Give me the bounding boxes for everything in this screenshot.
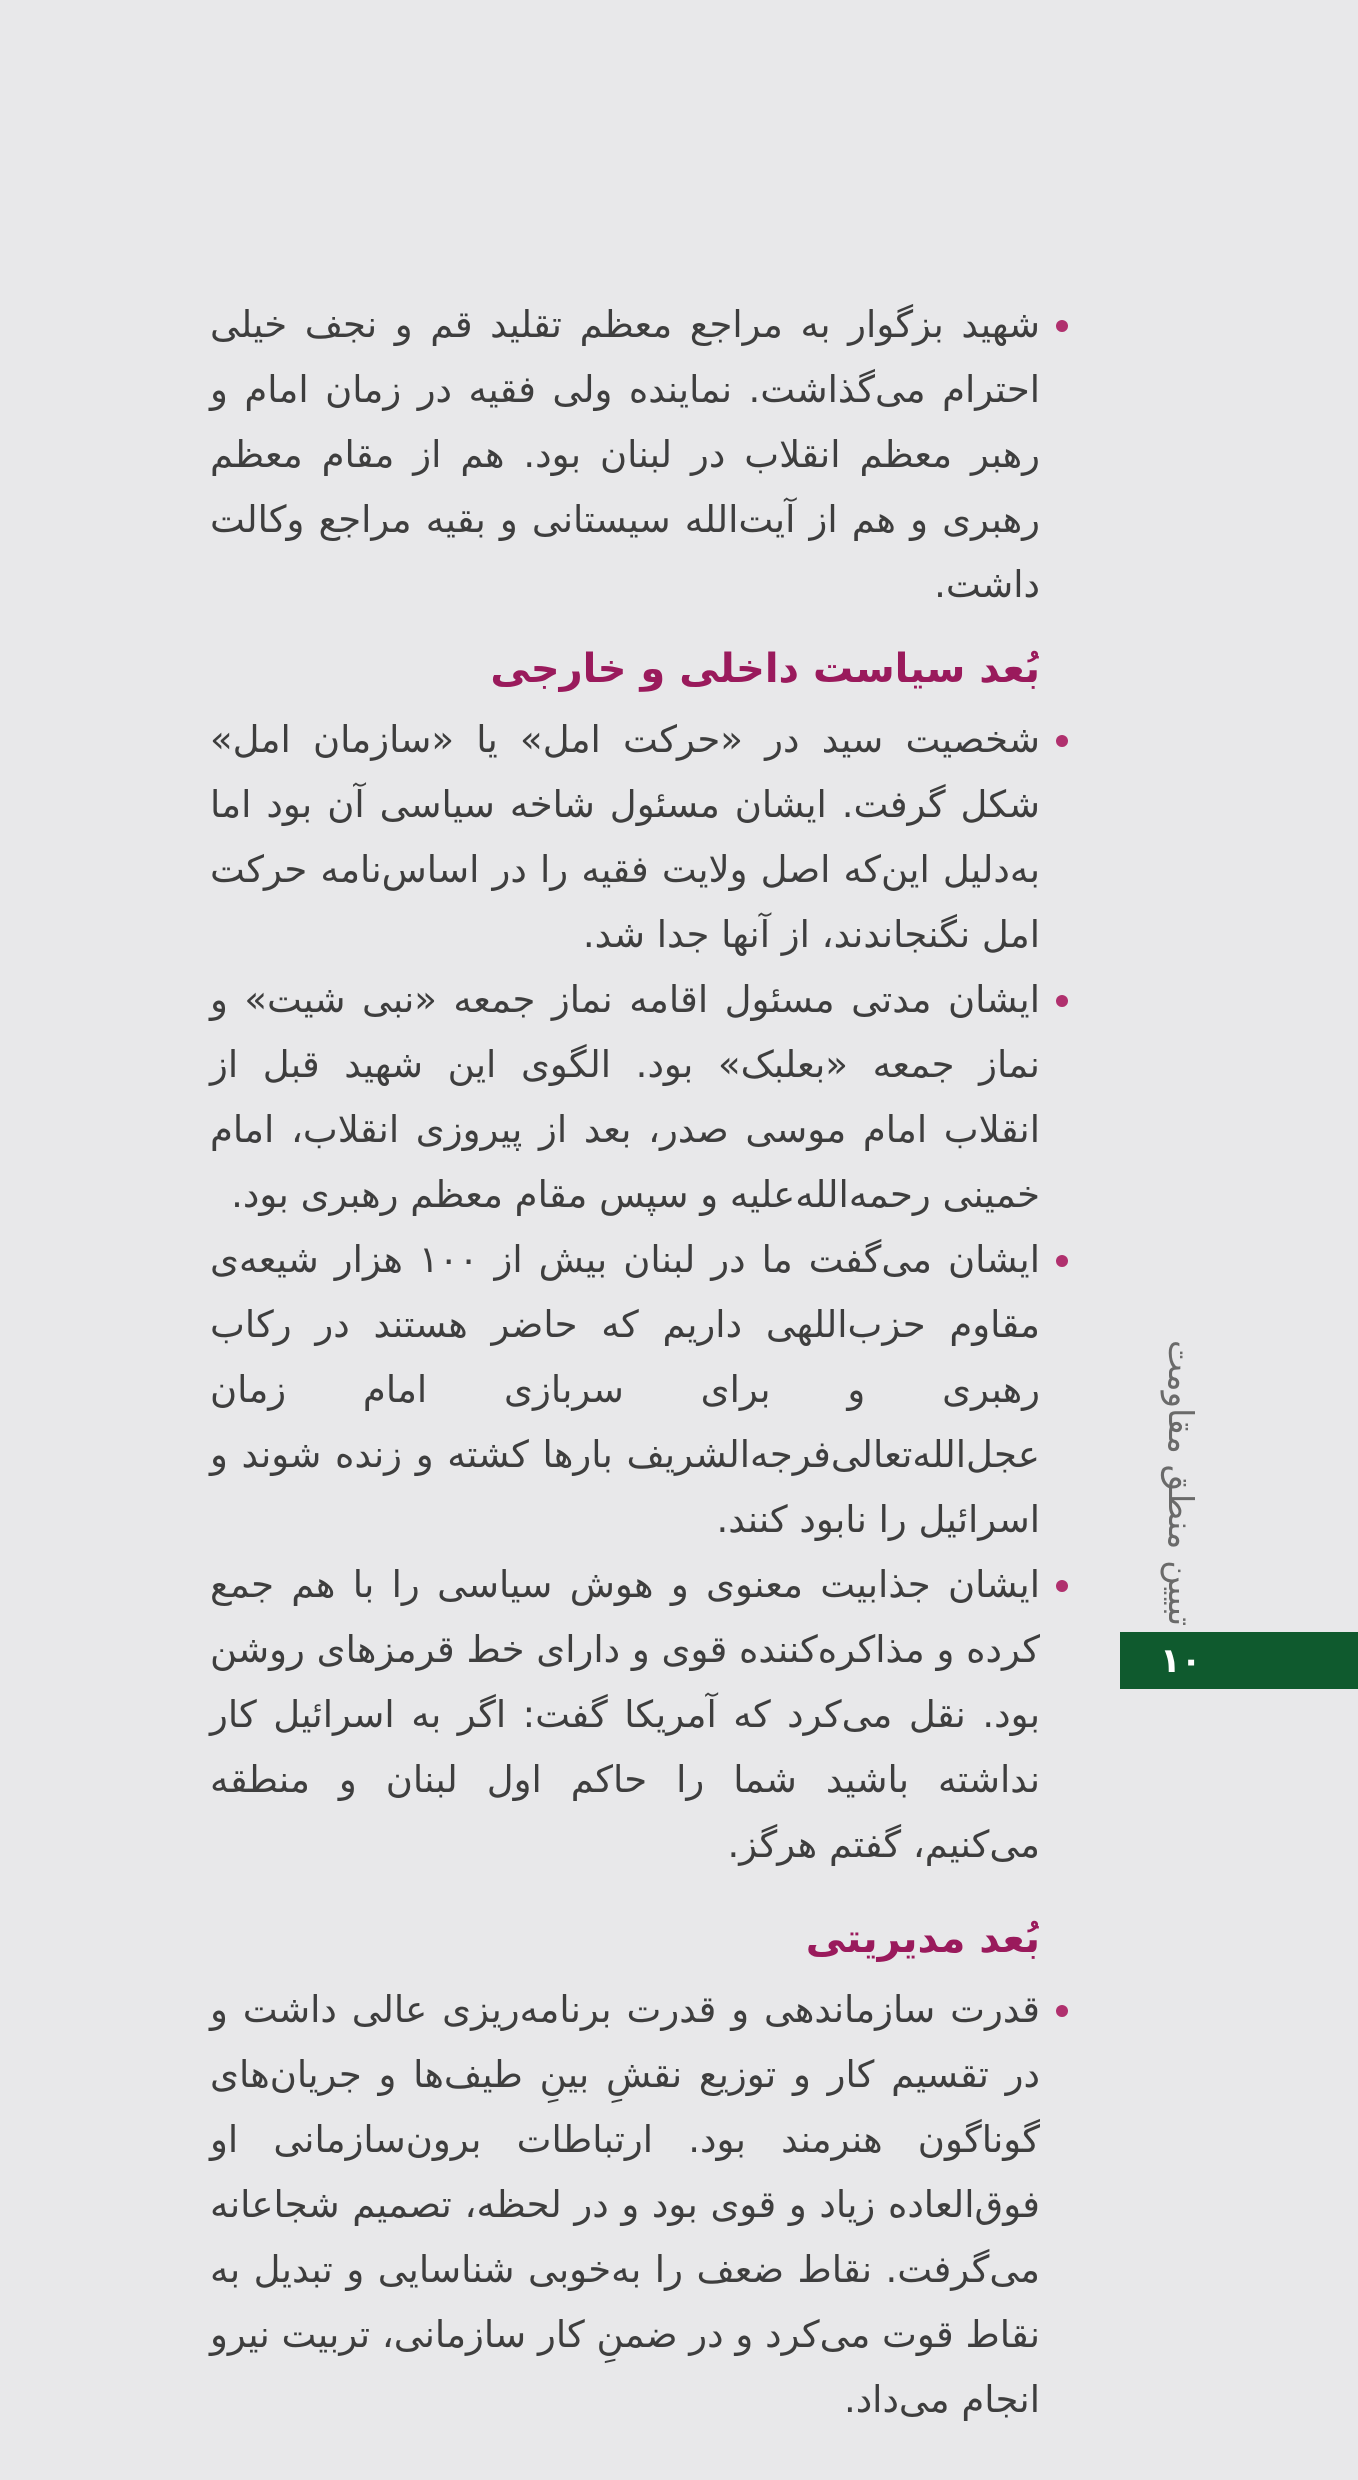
bullet-text: ایشان می‌گفت ما در لبنان بیش از ۱۰۰ هزار شیعه‌ی مقاوم حزب‌اللهی داریم که حاضر هستند در رکاب رهبری و برای سربازی امام زمان عجل‌الله‌تعالی‌فرجه‌الشریف بارها کشته و زنده شوند و اسرائیل را نابود کنند.	[210, 1238, 1040, 1541]
bullet-item	[210, 1552, 1040, 1877]
page-content	[210, 292, 1040, 2432]
section-heading-politics: بُعد سیاست داخلی و خارجی	[490, 646, 1040, 692]
bullet-item	[210, 1977, 1040, 2432]
bullet-item	[210, 967, 1040, 1227]
bullet-text: ایشان مدتی مسئول اقامه نماز جمعه «نبی شیت» و نماز جمعه «بعلبک» بود. الگوی این شهید قبل از انقلاب امام موسی صدر، بعد از پیروزی انقلاب، امام خمینی رحمه‌الله‌علیه و سپس مقام معظم رهبری بود.	[210, 978, 1040, 1216]
bullet-dot-icon	[1056, 995, 1068, 1007]
bullet-dot-icon	[1056, 1255, 1068, 1267]
page-number-tab	[1120, 1632, 1358, 1689]
bullet-text: ایشان جذابیت معنوی و هوش سیاسی را با هم جمع کرده و مذاکره‌کننده قوی و دارای خط قرمزهای روشن بود. نقل می‌کرد که آمریکا گفت: اگر به اسرائیل کار نداشته باشید شما را حاکم اول لبنان و منطقه می‌کنیم، گفتم هرگز.	[209, 1563, 1040, 1866]
bullet-dot-icon	[1056, 320, 1068, 332]
bullet-dot-icon	[1056, 2005, 1068, 2017]
bullet-dot-icon	[1056, 735, 1068, 747]
page-number: ۱۰	[1160, 1640, 1202, 1681]
section-heading-management: بُعد مدیریتی	[805, 1916, 1040, 1962]
bullet-text: شهید بزگوار به مراجع معظم تقلید قم و نجف خیلی احترام می‌گذاشت. نماینده ولی فقیه در زمان امام و رهبر معظم انقلاب در لبنان بود. هم از مقام معظم رهبری و هم از آیت‌الله سیستانی و بقیه مراجع وکالت داشت.	[210, 303, 1040, 606]
bullet-text: شخصیت سید در «حرکت امل» یا «سازمان امل» شکل گرفت. ایشان مسئول شاخه سیاسی آن بود اما به‌دلیل این‌که اصل ولایت فقیه را در اساس‌نامه حرکت امل نگنجاندند، از آنها جدا شد.	[210, 718, 1040, 956]
bullet-dot-icon	[1056, 1580, 1068, 1592]
bullet-item	[210, 1227, 1040, 1552]
bullet-item	[210, 707, 1040, 967]
running-title: تبیین منطق مقاومت	[1160, 1340, 1200, 1627]
bullet-item	[210, 292, 1040, 617]
bullet-text: قدرت سازماندهی و قدرت برنامه‌ریزی عالی داشت و در تقسیم کار و توزیع نقشِ بینِ طیف‌ها و جریان‌های گوناگون هنرمند بود. ارتباطات برون‌سازمانی او فوق‌العاده زیاد و قوی بود و در لحظه، تصمیم شجاعانه می‌گرفت. نقاط ضعف را به‌خوبی شناسایی و تبدیل به نقاط قوت می‌کرد و در ضمنِ کار سازمانی، تربیت نیرو انجام می‌داد.	[210, 1988, 1040, 2421]
